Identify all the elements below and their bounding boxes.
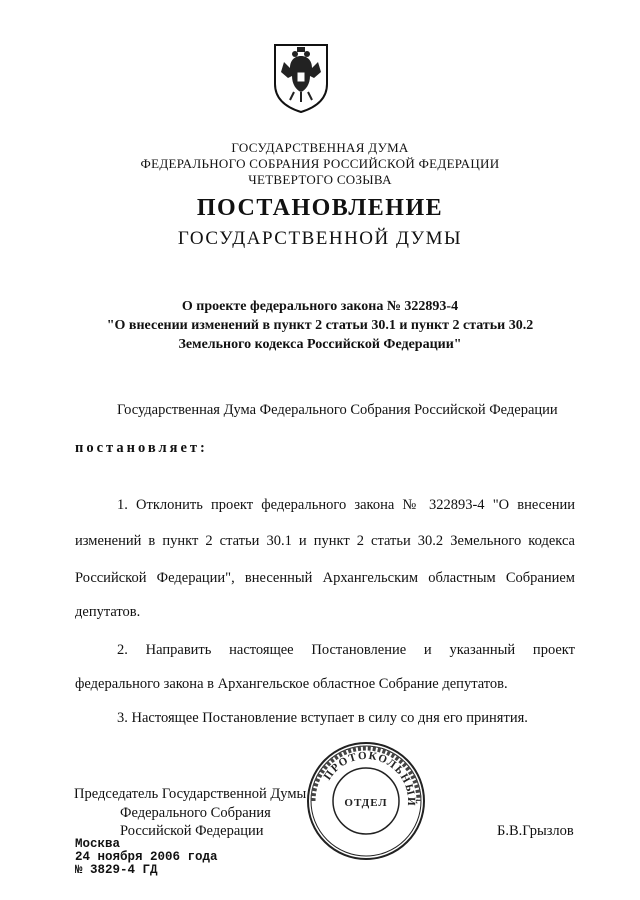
footer-number: № 3829-4 ГД bbox=[75, 863, 158, 877]
paragraph-3: 3. Настоящее Постановление вступает в силу со дня его принятия. bbox=[117, 710, 528, 726]
header-line-convocation: ЧЕТВЕРТОГО СОЗЫВА bbox=[248, 172, 392, 187]
footer-city: Москва bbox=[75, 837, 121, 851]
bill-title-line-3: Земельного кодекса Российской Федерации" bbox=[178, 337, 462, 352]
signer-title-line-1: Председатель Государственной Думы bbox=[74, 786, 307, 802]
preamble: Государственная Дума Федерального Собрания Российской Федерации bbox=[117, 402, 558, 418]
bill-title-line-2: "О внесении изменений в пункт 2 статьи 30.1 и пункт 2 статьи 30.2 bbox=[106, 318, 534, 333]
paragraph-1-line-1: 1. Отклонить проект федерального закона № 322893-4 "О внесении bbox=[117, 497, 575, 513]
official-stamp bbox=[305, 740, 427, 862]
paragraph-2-line-2: федерального закона в Архангельское областное Собрание депутатов. bbox=[75, 676, 508, 692]
document-subtitle: ГОСУДАРСТВЕННОЙ ДУМЫ bbox=[177, 228, 463, 249]
stamp-center-text: ОТДЕЛ bbox=[344, 797, 388, 809]
signer-title-line-3: Российской Федерации bbox=[120, 823, 264, 839]
paragraph-2-line-1: 2. Направить настоящее Постановление и указанный проект bbox=[117, 642, 575, 658]
paragraph-1-line-3: Российской Федерации", внесенный Архангельским областным Собранием bbox=[75, 570, 575, 586]
signer-title-line-2: Федерального Собрания bbox=[120, 805, 271, 821]
resolves-word: постановляет: bbox=[75, 440, 208, 456]
coat-of-arms-icon bbox=[272, 42, 330, 114]
bill-title-line-1: О проекте федерального закона № 322893-4 bbox=[181, 299, 459, 314]
document-title: ПОСТАНОВЛЕНИЕ bbox=[196, 195, 444, 221]
stamp-ring-text: ПРОТОКОЛЬНЫЙ bbox=[321, 749, 418, 808]
paragraph-1-line-4: депутатов. bbox=[75, 604, 141, 620]
signer-name: Б.В.Грызлов bbox=[497, 823, 574, 839]
header-line-assembly: ФЕДЕРАЛЬНОГО СОБРАНИЯ РОССИЙСКОЙ ФЕДЕРАЦИИ bbox=[140, 156, 500, 171]
footer-date: 24 ноября 2006 года bbox=[75, 850, 218, 864]
header-line-duma: ГОСУДАРСТВЕННАЯ ДУМА bbox=[231, 140, 409, 155]
paragraph-1-line-2: изменений в пункт 2 статьи 30.1 и пункт 2 статьи 30.2 Земельного кодекса bbox=[75, 533, 575, 549]
